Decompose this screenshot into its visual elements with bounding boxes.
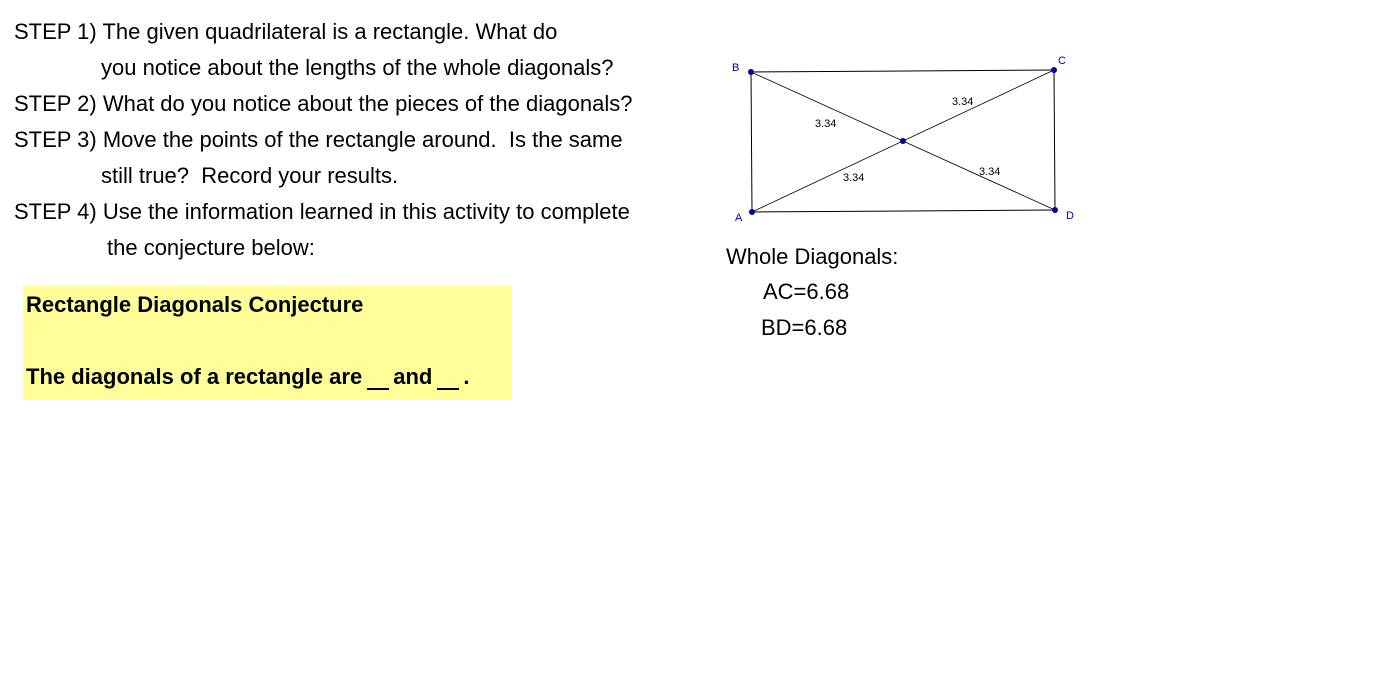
side-ab[interactable] (751, 72, 752, 212)
whole-diagonals-heading: Whole Diagonals: (726, 244, 899, 269)
label-a: A (735, 212, 743, 224)
point-c[interactable] (1051, 67, 1057, 73)
label-b: B (732, 62, 740, 74)
point-d[interactable] (1052, 207, 1058, 213)
segment-label-ec: 3.34 (952, 96, 974, 108)
conjecture-title: Rectangle Diagonals Conjecture (26, 292, 364, 317)
point-intersection[interactable] (900, 138, 906, 144)
segment-label-ae: 3.34 (843, 172, 865, 184)
label-d: D (1066, 210, 1074, 222)
point-b[interactable] (748, 69, 754, 75)
conjecture-sentence-start: The diagonals of a rectangle are (26, 364, 363, 389)
side-bc[interactable] (751, 70, 1054, 72)
step1-line1: STEP 1) The given quadrilateral is a rectangle. What do (14, 19, 558, 44)
step3-line1: STEP 3) Move the points of the rectangle around. Is the same (14, 127, 623, 152)
side-ad[interactable] (752, 210, 1055, 212)
step4-line1: STEP 4) Use the information learned in this activity to complete (14, 199, 630, 224)
conjecture-and: and (393, 364, 433, 389)
conjecture-period: . (463, 364, 470, 389)
segment-label-be: 3.34 (815, 118, 837, 130)
side-cd[interactable] (1054, 70, 1055, 210)
label-c: C (1058, 55, 1066, 67)
step3-line2: still true? Record your results. (101, 163, 399, 188)
measurement-ac: AC=6.68 (763, 279, 850, 304)
step1-line2: you notice about the lengths of the whole diagonals? (101, 55, 614, 80)
step4-line2: the conjecture below: (107, 235, 315, 260)
step2-text: STEP 2) What do you notice about the pieces of the diagonals? (14, 91, 633, 116)
point-a[interactable] (749, 209, 755, 215)
segment-label-ed: 3.34 (979, 166, 1001, 178)
measurement-bd: BD=6.68 (761, 315, 848, 340)
